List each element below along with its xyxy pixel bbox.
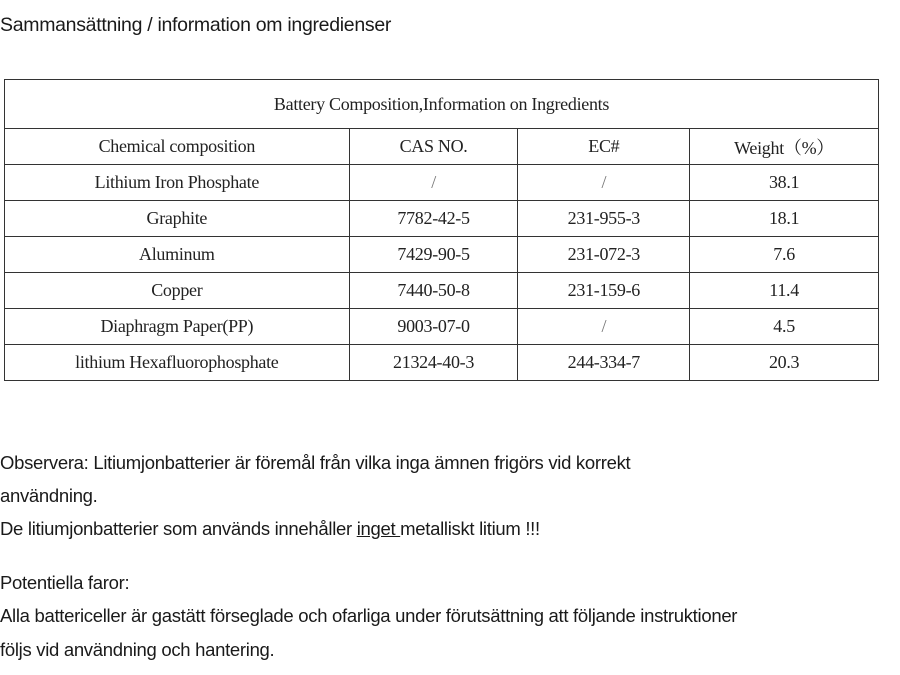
observation-line-2: användning. <box>0 485 98 506</box>
cell-chemical: Lithium Iron Phosphate <box>5 165 350 201</box>
header-chemical: Chemical composition <box>5 129 350 165</box>
cell-weight: 20.3 <box>690 345 879 381</box>
composition-table <box>4 79 879 381</box>
table-header-row <box>5 129 879 165</box>
table-row <box>5 165 879 201</box>
cell-weight: 4.5 <box>690 309 879 345</box>
cell-cas: 7440-50-8 <box>349 273 518 309</box>
no-metallic-lithium-note <box>0 518 540 540</box>
cell-weight: 11.4 <box>690 273 879 309</box>
table-title: Battery Composition,Information on Ingredients <box>5 80 879 129</box>
header-ec: EC# <box>518 129 690 165</box>
cell-chemical: Diaphragm Paper(PP) <box>5 309 350 345</box>
cell-cas: 7782-42-5 <box>349 201 518 237</box>
cell-ec: 244-334-7 <box>518 345 690 381</box>
cell-chemical: Aluminum <box>5 237 350 273</box>
cell-ec: / <box>518 165 690 201</box>
cell-ec: 231-072-3 <box>518 237 690 273</box>
table-row <box>5 273 879 309</box>
cell-cas: / <box>349 165 518 201</box>
cell-chemical: Graphite <box>5 201 350 237</box>
cell-cas: 9003-07-0 <box>349 309 518 345</box>
header-weight: Weight（%） <box>690 129 879 165</box>
table-title-row <box>5 80 879 129</box>
hazards-heading: Potentiella faror: <box>0 572 130 593</box>
cell-chemical: Copper <box>5 273 350 309</box>
table-row <box>5 237 879 273</box>
cell-ec: 231-159-6 <box>518 273 690 309</box>
cell-chemical: lithium Hexafluorophosphate <box>5 345 350 381</box>
observation-line-1: Observera: Litiumjonbatterier är föremål från vilka inga ämnen frigörs vid korrekt <box>0 452 631 473</box>
table-row <box>5 345 879 381</box>
note-underlined: inget <box>356 518 401 539</box>
cell-weight: 18.1 <box>690 201 879 237</box>
cell-cas: 7429-90-5 <box>349 237 518 273</box>
cell-ec: 231-955-3 <box>518 201 690 237</box>
table-row <box>5 201 879 237</box>
cell-ec: / <box>518 309 690 345</box>
cell-weight: 7.6 <box>690 237 879 273</box>
hazards-line-1: Alla battericeller är gastätt förseglade och ofarliga under förutsättning att följande instruktioner <box>0 605 738 626</box>
hazards-line-2: följs vid användning och hantering. <box>0 639 275 660</box>
cell-cas: 21324-40-3 <box>349 345 518 381</box>
cell-weight: 38.1 <box>690 165 879 201</box>
note-post: metalliskt litium !!! <box>400 518 540 539</box>
note-pre: De litiumjonbatterier som används innehåller <box>0 518 357 539</box>
section-heading: Sammansättning / information om ingredienser <box>0 14 392 36</box>
table-row <box>5 309 879 345</box>
header-cas: CAS NO. <box>349 129 518 165</box>
